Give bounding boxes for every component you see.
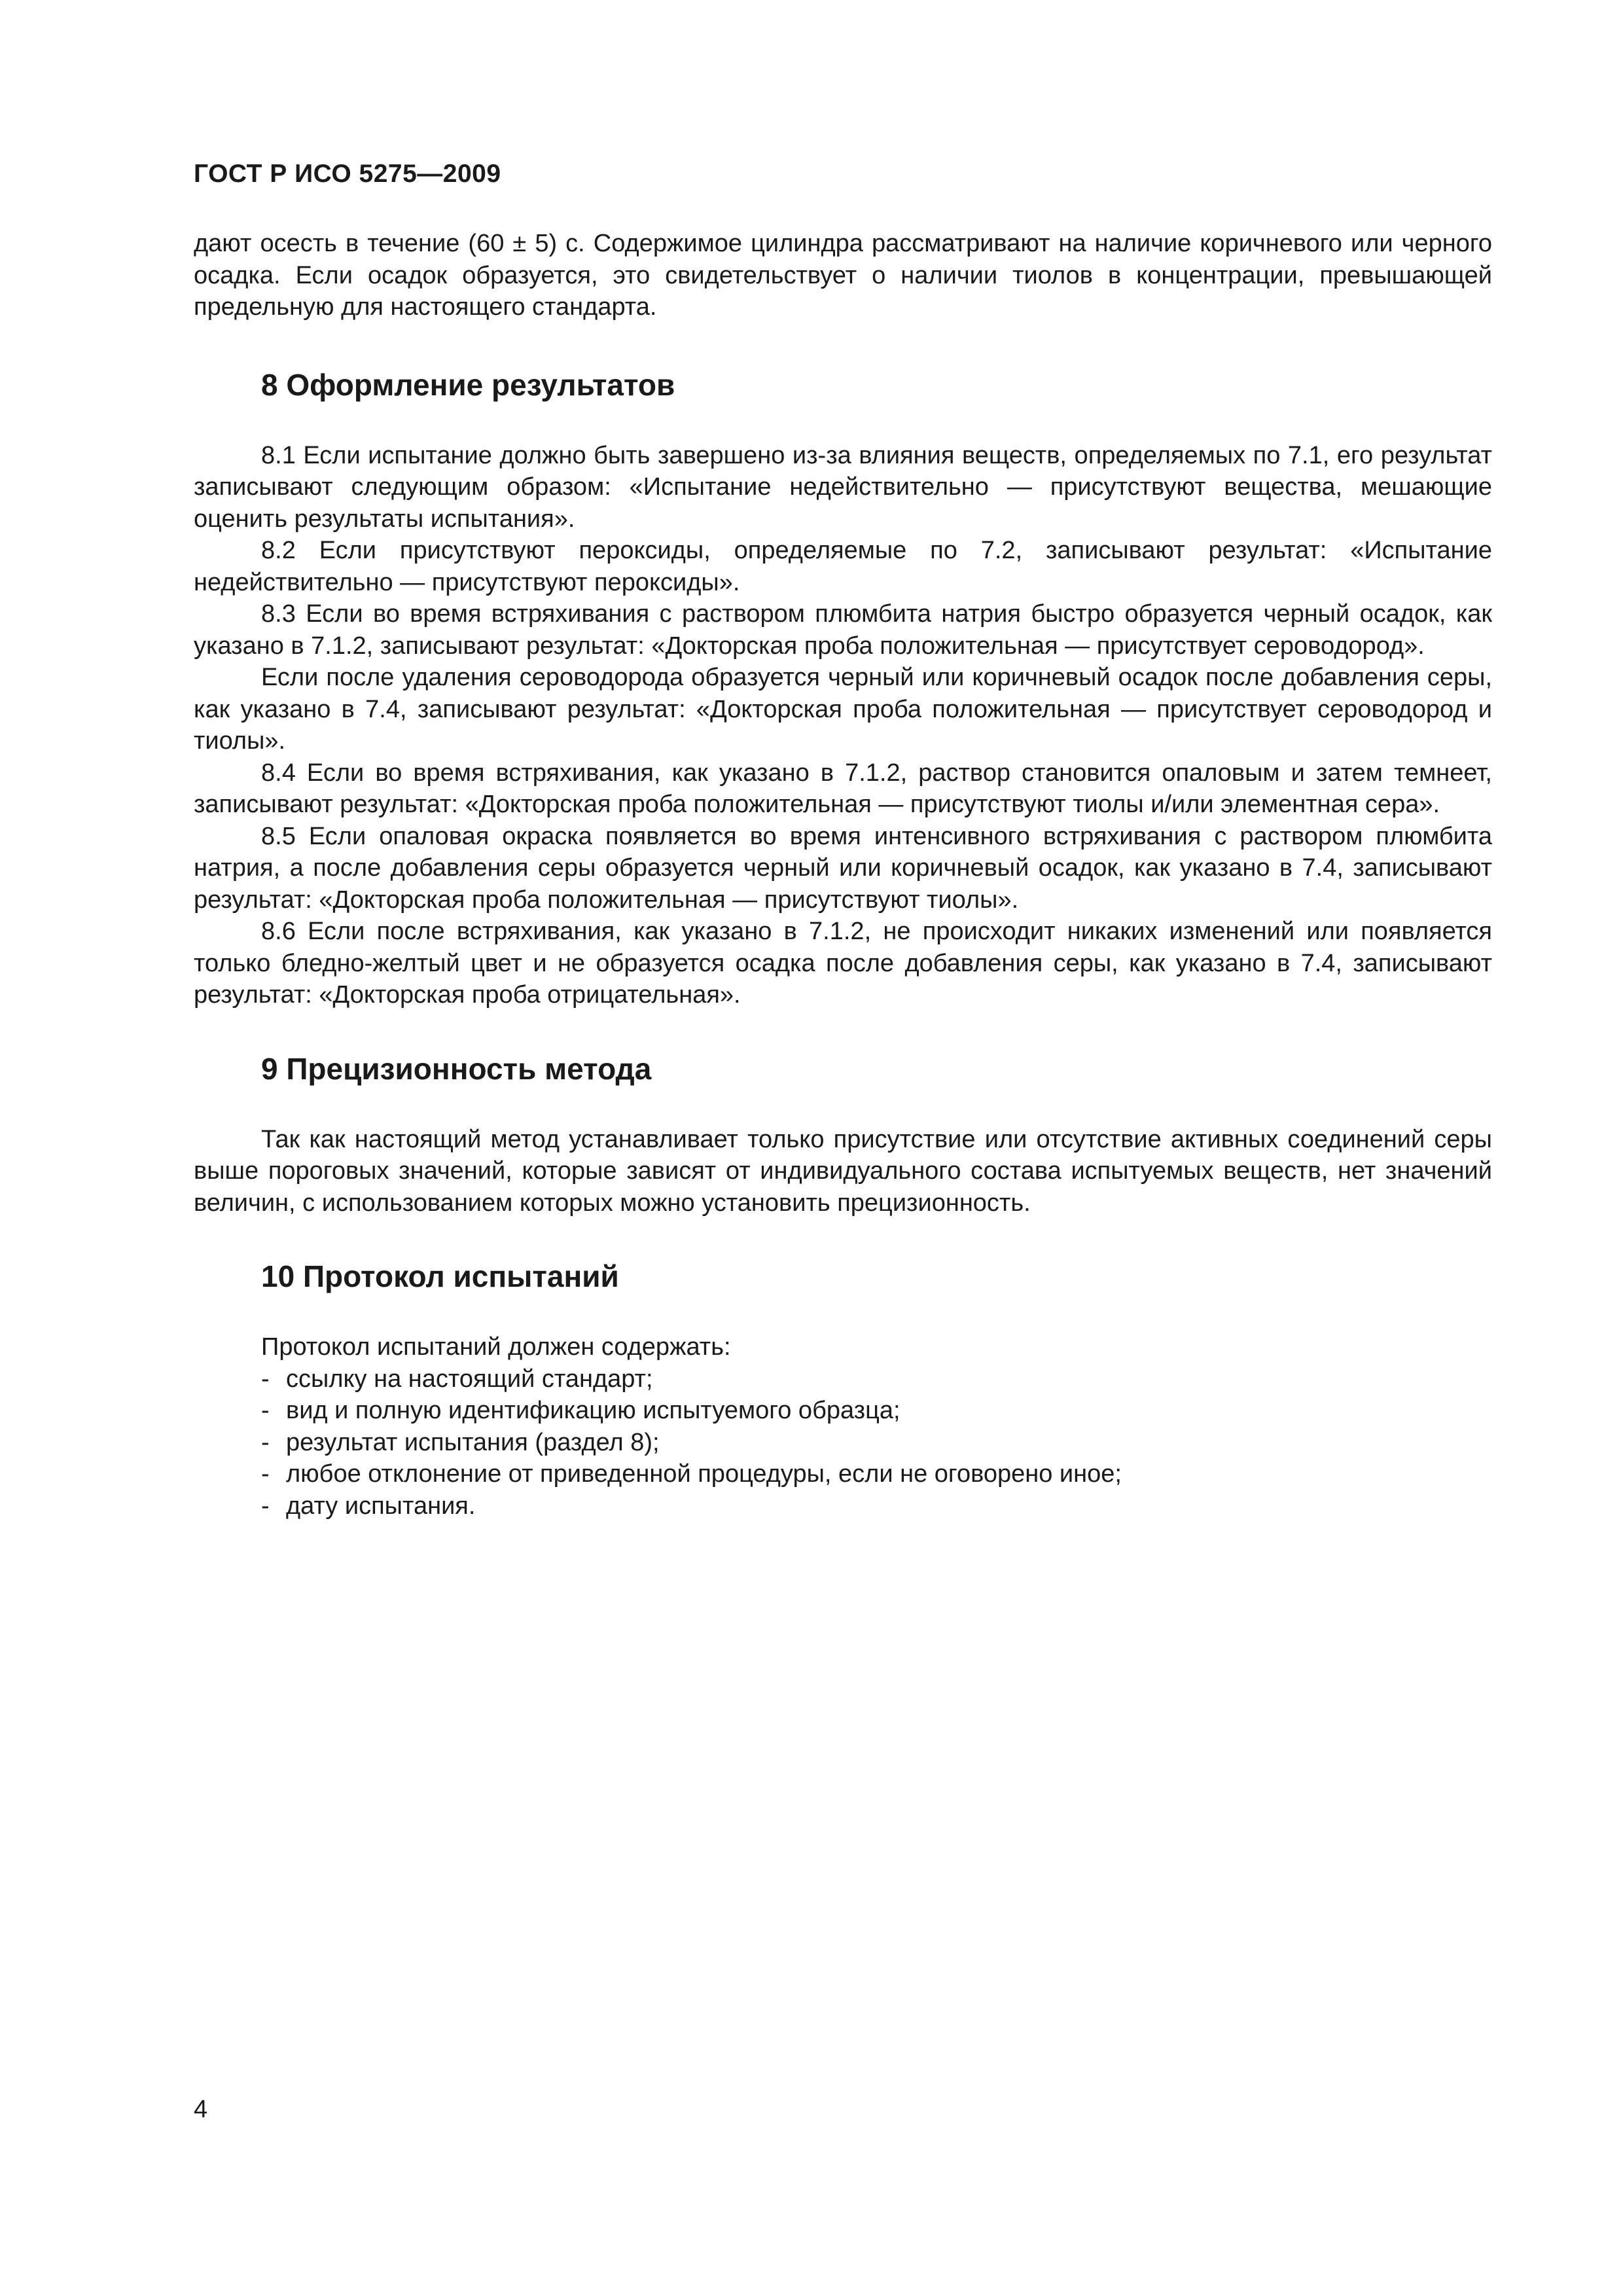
list-item [261, 1458, 1492, 1490]
document-body [194, 228, 1492, 1522]
list-item-text: вид и полную идентификацию испытуемого образца; [286, 1397, 901, 1424]
section-9-paragraph: Так как настоящий метод устанавливает только присутствие или отсутствие активных соединений серы выше пороговых значений, которые зависят от индивидуального состава испытуемых веществ, нет значений величин, с использованием которых можно установить прецизионность. [194, 1125, 1492, 1217]
section-9-title: 9 Прецизионность метода [261, 1051, 652, 1086]
list-dash: - [261, 1365, 270, 1393]
paragraph-8-3-continued: Если после удаления сероводорода образуется черный или коричневый осадок после добавления серы, как указано в 7.4, записывают результат: «Докторская проба положительная — присутствует сероводород и тиолы». [194, 664, 1492, 755]
list-dash: - [261, 1492, 270, 1520]
list-item [261, 1427, 1492, 1459]
list-item-text: ссылку на настоящий стандарт; [286, 1365, 653, 1393]
page-number: 4 [194, 2096, 208, 2123]
section-8-title: 8 Оформление результатов [261, 367, 675, 402]
list-item [261, 1363, 1492, 1395]
list-dash: - [261, 1460, 270, 1488]
protocol-list [194, 1363, 1492, 1522]
paragraph-8-4: 8.4 Если во время встряхивания, как указано в 7.1.2, раствор становится опаловым и затем темнеет, записывают результат: «Докторская проба положительная — присутствуют тиолы и/или элементная сера». [194, 759, 1492, 818]
list-item [261, 1490, 1492, 1522]
intro-paragraph: дают осесть в течение (60 ± 5) с. Содержимое цилиндра рассматривают на наличие коричневого или черного осадка. Если осадок образуется, это свидетельствует о наличии тиолов в концентрации, превышающей предельную для настоящего стандарта. [194, 230, 1492, 321]
paragraph-8-5: 8.5 Если опаловая окраска появляется во время интенсивного встряхивания с раствором плюмбита натрия, а после добавления серы образуется черный или коричневый осадок, как указано в 7.4, записывают результат: «Докторская проба положительная — присутствуют тиолы». [194, 822, 1492, 914]
paragraph-8-3: 8.3 Если во время встряхивания с раствором плюмбита натрия быстро образуется черный осадок, как указано в 7.1.2, записывают результат: «Докторская проба положительная — присутствует сероводород». [194, 600, 1492, 660]
list-dash: - [261, 1397, 270, 1424]
list-item-text: результат испытания (раздел 8); [286, 1428, 660, 1456]
paragraph-8-6: 8.6 Если после встряхивания, как указано в 7.1.2, не происходит никаких изменений или появляется только бледно-желтый цвет и не образуется осадка после добавления серы, как указано в 7.4, записывают результат: «Докторская проба отрицательная». [194, 918, 1492, 1009]
paragraph-8-1: 8.1 Если испытание должно быть завершено из-за влияния веществ, определяемых по 7.1, его результат записывают следующим образом: «Испытание недействительно — присутствуют вещества, мешающие оценить результаты испытания». [194, 441, 1492, 533]
section-10-title: 10 Протокол испытаний [261, 1259, 619, 1293]
list-dash: - [261, 1428, 270, 1456]
protocol-list-intro: Протокол испытаний должен содержать: [261, 1333, 731, 1361]
list-item-text: любое отклонение от приведенной процедуры, если не оговорено иное; [286, 1460, 1122, 1488]
document-code-header: ГОСТ Р ИСО 5275—2009 [194, 160, 501, 188]
paragraph-8-2: 8.2 Если присутствуют пероксиды, определяемые по 7.2, записывают результат: «Испытание недействительно — присутствуют пероксиды». [194, 537, 1492, 596]
list-item-text: дату испытания. [286, 1492, 476, 1520]
list-item [261, 1395, 1492, 1427]
